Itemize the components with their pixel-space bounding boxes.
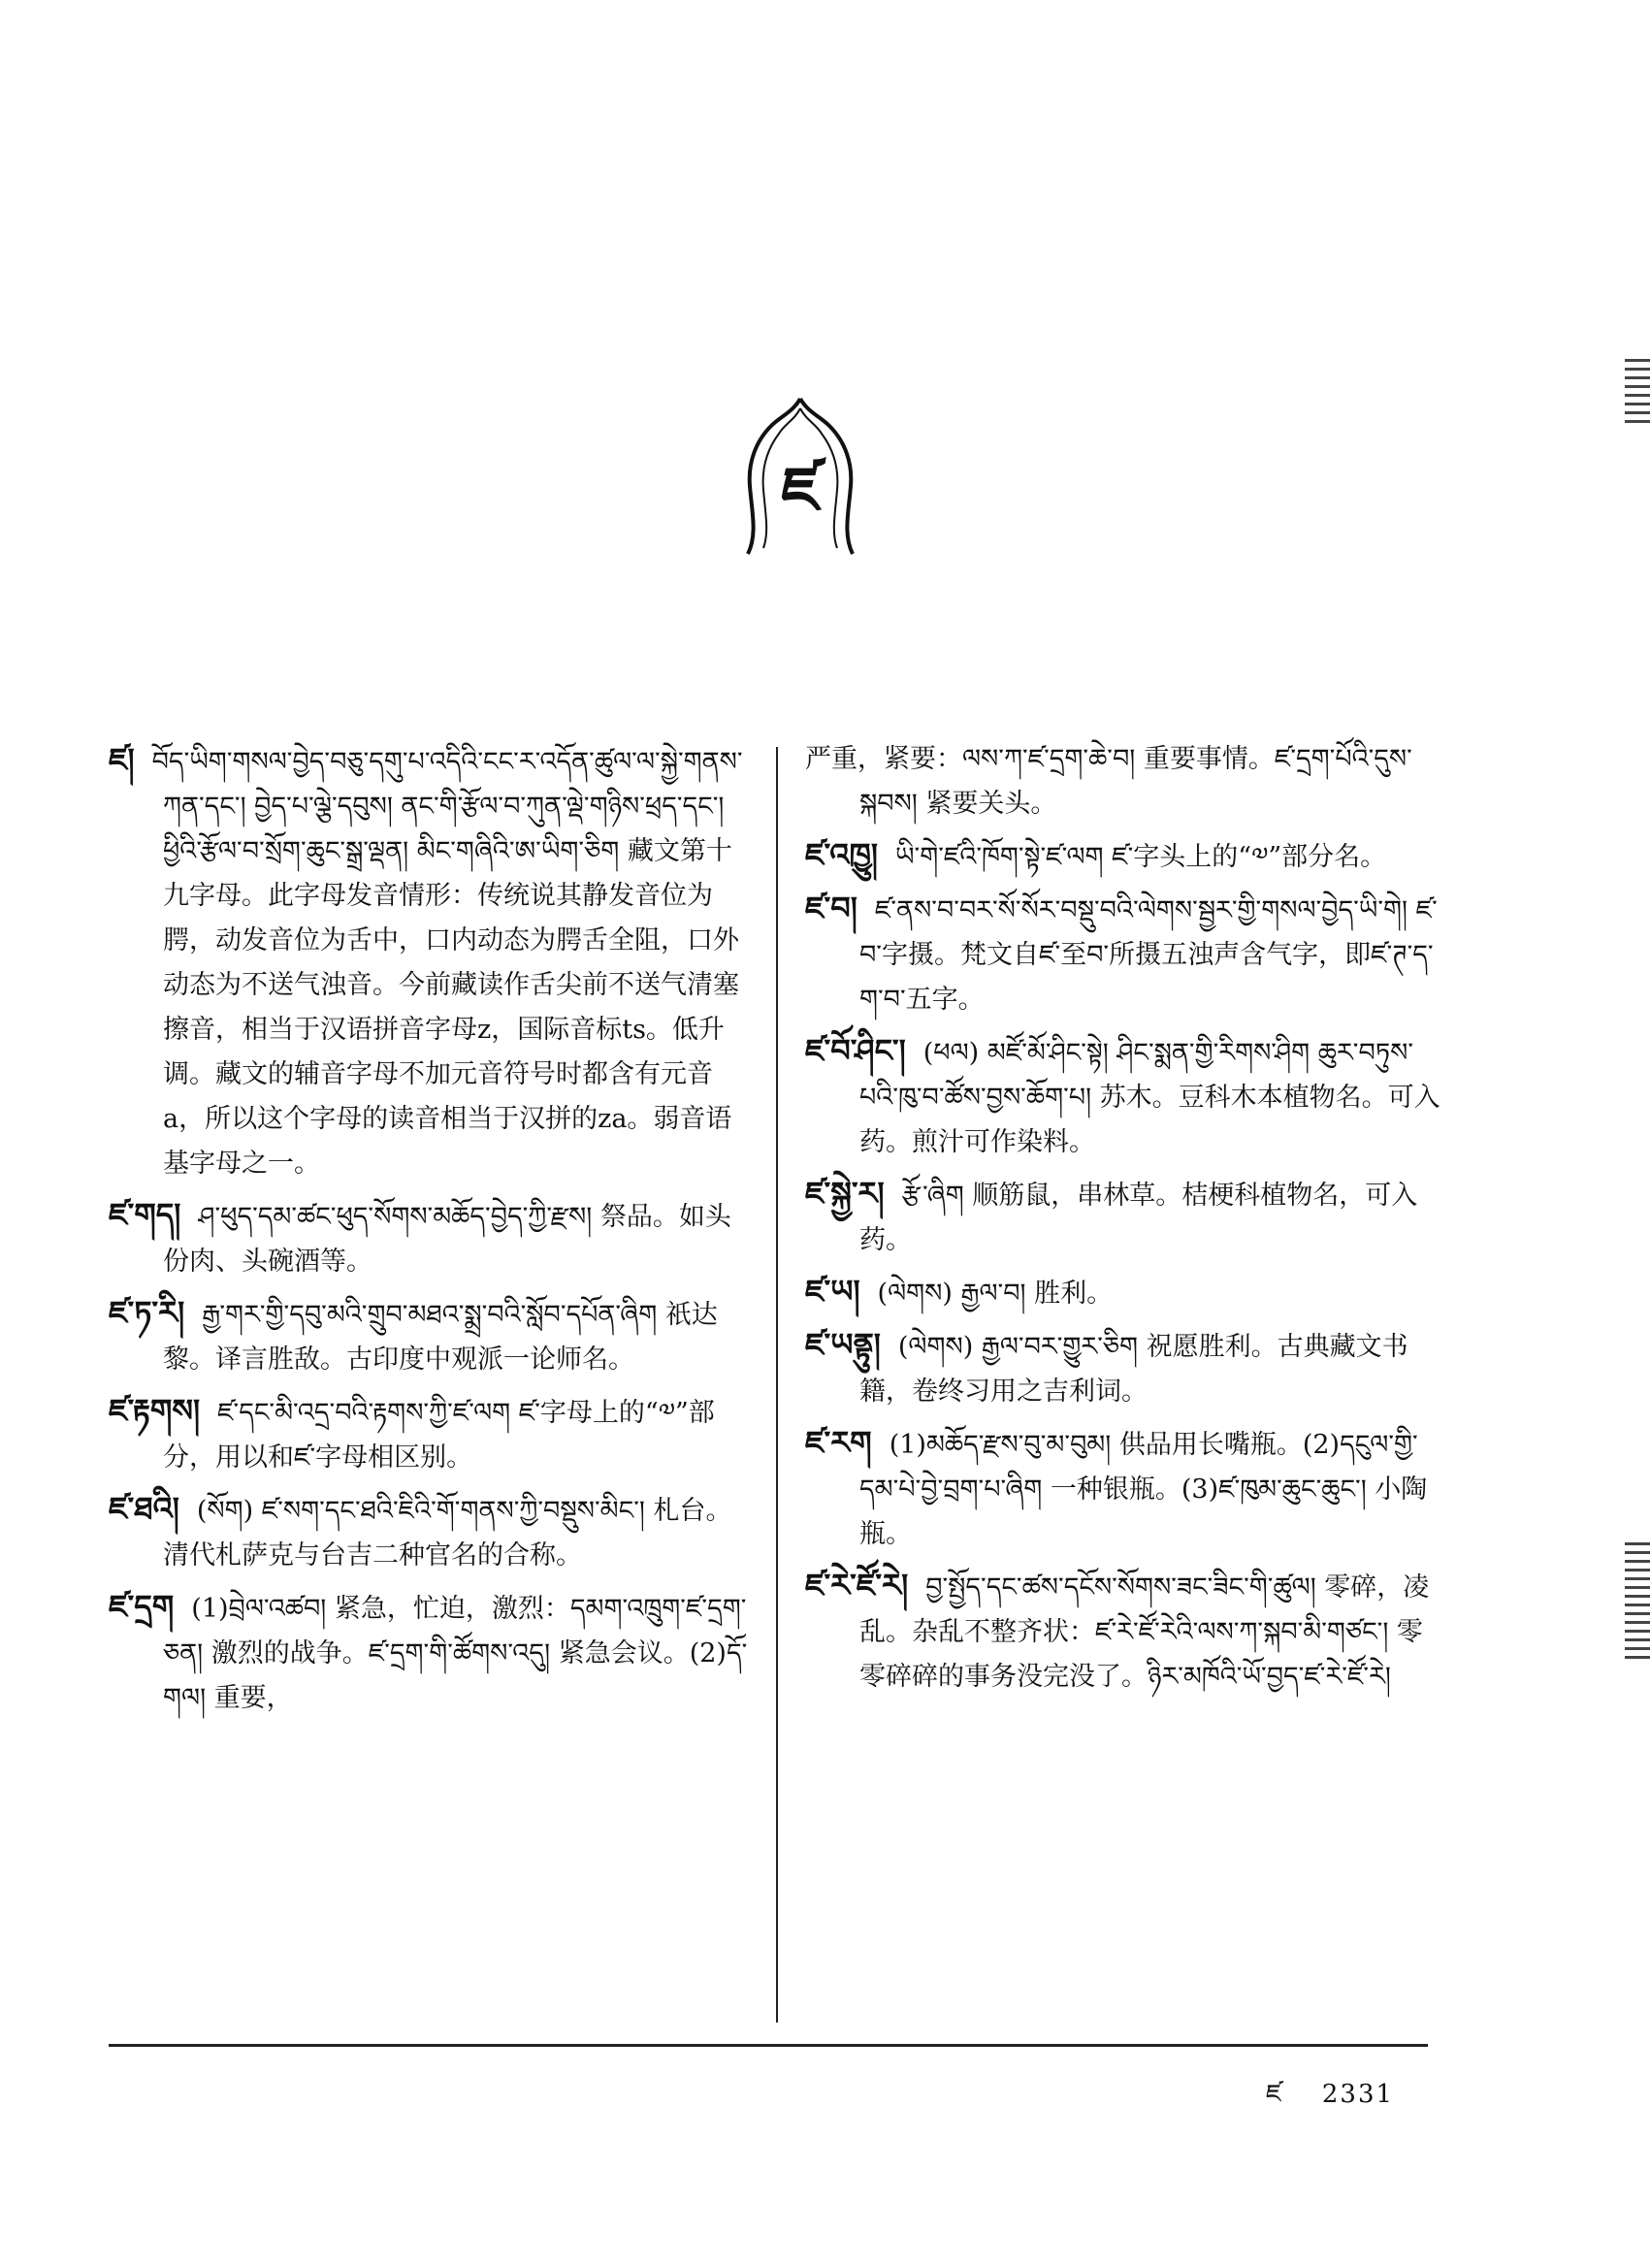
entry-text: 严重，紧要：ལས་ཀ་ཛ་དྲག་ཆེ་བ། 重要事情。ཛ་དྲག་པོའི་དུས་སྐབས། 紧要关头。: [805, 744, 1412, 819]
entry-text: (1)མཆོད་རྫས་བུ་མ་བུམ། 供品用长嘴瓶。(2)དངུལ་གྱི་དམ་པེ་བྱེ་བྲག་པ་ཞིག 一种银瓶。(3)ཛ་ཁུམ་ཆུང་ཆུང་། 小陶瓶。: [859, 1430, 1428, 1549]
entry: [805, 1171, 1445, 1263]
right-column: [805, 737, 1445, 1705]
entry-text: (ལེགས) རྒྱལ་བ། 胜利。: [877, 1279, 1114, 1309]
headword: ཛ་སྐྱེ་ར།: [805, 1175, 885, 1212]
entry-text: (1)བྲེལ་འཚབ། 紧急，忙迫，激烈：དམག་འཁྲུག་ཛ་དྲག་ཅན། 激烈的战争。ཛ་དྲག་གི་ཚོགས་འདུ། 紧急会议。(2)དོ་གལ། 重要，: [163, 1594, 748, 1713]
entry-text: ཤ་ཕུད་དམ་ཚང་ཕུད་སོགས་མཆོད་བྱེད་ཀྱི་རྫས། 祭品。如头份肉、头碗酒等。: [163, 1202, 731, 1277]
entry: [109, 1290, 754, 1382]
headword: ཛ་དྲག: [109, 1588, 175, 1625]
headword: ཛ་གད།: [109, 1196, 181, 1233]
entry: [109, 1192, 754, 1284]
entry: [805, 1322, 1445, 1414]
entry: [109, 1388, 754, 1480]
headword: ཛ་རྟགས།: [109, 1392, 201, 1429]
headword: ཛ།: [109, 741, 135, 778]
entry-text: (ཕལ) མཛོ་མོ་ཤིང་སྟེ། ཤིང་སྨན་གྱི་རིགས་ཤིག ཆུར་བཏུས་པའི་ཁུ་བ་ཚོས་བྱས་ཆོག་པ། 苏木。豆科木本植物名。可入药。煎汁可作染料。: [859, 1038, 1440, 1157]
headword: ཛ་འཁྱུ།: [805, 836, 878, 873]
emblem-letter: ཛ: [781, 454, 820, 527]
headword: ཛ་བ།: [805, 890, 857, 926]
entry: [805, 832, 1445, 880]
entry: [805, 886, 1445, 1022]
headword: ཛ་བོ་ཤིང་།: [805, 1032, 906, 1069]
footer-rule: [109, 2044, 1428, 2047]
folio-letter: ཛ: [1266, 2080, 1283, 2109]
letter-emblem: [742, 393, 858, 558]
entry-text: བྱ་སྤྱོད་དང་ཚས་དངོས་སོགས་ཟང་ཟིང་གི་ཚུལ། 零碎，凌乱。杂乱不整齐状：ཛ་རེ་ཛོ་རེའི་ལས་ཀ་སྐབ་མི་གཙང་། 零零碎碎的事务没完没了。ཉིར་མཁོའི་ཡོ་བྱད་ཛ་རེ་ཛོ་རེ།: [859, 1572, 1430, 1692]
scan-edge-marks: [1625, 359, 1650, 429]
entry: [109, 737, 754, 1186]
entry-text: ཡི་གེ་ཛའི་ཁོག་སྟེ་ཛ་ལག ཛ་字头上的“༧”部分名。: [894, 842, 1387, 872]
entry-text: ཛ་དང་མི་འདྲ་བའི་རྟགས་ཀྱི་ཛ་ལག ཛ་字母上的“༧”部分，用以和ཛ་字母相区别。: [163, 1398, 715, 1473]
headword: ཛ་རེ་ཛོ་རེ།: [805, 1567, 909, 1604]
entry: [109, 1486, 754, 1578]
entry: [805, 1420, 1445, 1557]
page-folio: [1266, 2066, 1394, 2137]
entry-text: (སོག) ཛ་སག་དང་ཐའི་ཇིའི་གོ་གནས་ཀྱི་བསྡུས་མིང་། 札台。清代札萨克与台吉二种官名的合称。: [163, 1496, 732, 1571]
entry: [805, 1269, 1445, 1316]
entry: [109, 1584, 754, 1721]
entry-text: ཛ་ནས་བ་བར་སོ་སོར་བསྡུ་བའི་ལེགས་སྦྱར་གྱི་གསལ་བྱེད་ཡི་གེ། ཛ་བ་字摄。梵文自ཛ་至བ་所摄五浊声含气字，即ཛ་ཊ་ད་ག་བ་五字。: [859, 895, 1438, 1015]
entry-text: རྩོ་ཞིག 顺筋鼠，串林草。桔梗科植物名，可入药。: [859, 1181, 1418, 1255]
column-divider: [776, 747, 778, 2023]
headword: ཛ་ཡ།: [805, 1273, 860, 1310]
entry-text: (ལེགས) རྒྱལ་བར་གྱུར་ཅིག 祝愿胜利。古典藏文书籍，卷终习用之吉利词。: [859, 1332, 1408, 1407]
headword: ཛ་ཐའི།: [109, 1490, 179, 1527]
left-column: [109, 737, 754, 1727]
headword: ཛ་ཡནྟུ།: [805, 1326, 881, 1363]
entry-text: བོད་ཡིག་གསལ་བྱེད་བཅུ་དགུ་པ་འདིའི་ངང་ར་འདོན་ཚུལ་ལ་སྐྱེ་གནས་ཀན་དང་། བྱེད་པ་ལྕེ་དབུས། ནང་གི་རྩོལ་བ་ཀུན་ལྡེ་གཉིས་ཕྲད་དང་། ཕྱིའི་རྩོལ་བ་སྲོག་ཆུང་སྒྲ་ལྡན། མིང་གཞིའི་ཨ་ཡིག་ཅིག 藏文第十九字母。此字母发音情形：传统说其静发音位为腭，动发音位为舌中，口内动态为腭舌全阻，口外动态为不送气浊音。今前藏读作舌尖前不送气清塞擦音，相当于汉语拼音字母z，国际音标ts。低升调。藏文的辅音字母不加元音符号时都含有元音a，所以这个字母的读音相当于汉拼的za。弱音语基字母之一。: [151, 747, 743, 1179]
entry-continued: [805, 737, 1445, 826]
page-number: 2331: [1321, 2080, 1395, 2109]
entry: [805, 1028, 1445, 1165]
entry-text: རྒྱ་གར་གྱི་དབུ་མའི་གྲུབ་མཐའ་སྨྲ་བའི་སློབ་དཔོན་ཞིག 祇达黎。译言胜敌。古印度中观派一论师名。: [163, 1300, 718, 1375]
headword: ཛ་རག: [805, 1424, 872, 1461]
headword: ཛ་ཏ་རི།: [109, 1294, 185, 1331]
scan-edge-marks: [1625, 1542, 1650, 1665]
entry: [805, 1563, 1445, 1700]
